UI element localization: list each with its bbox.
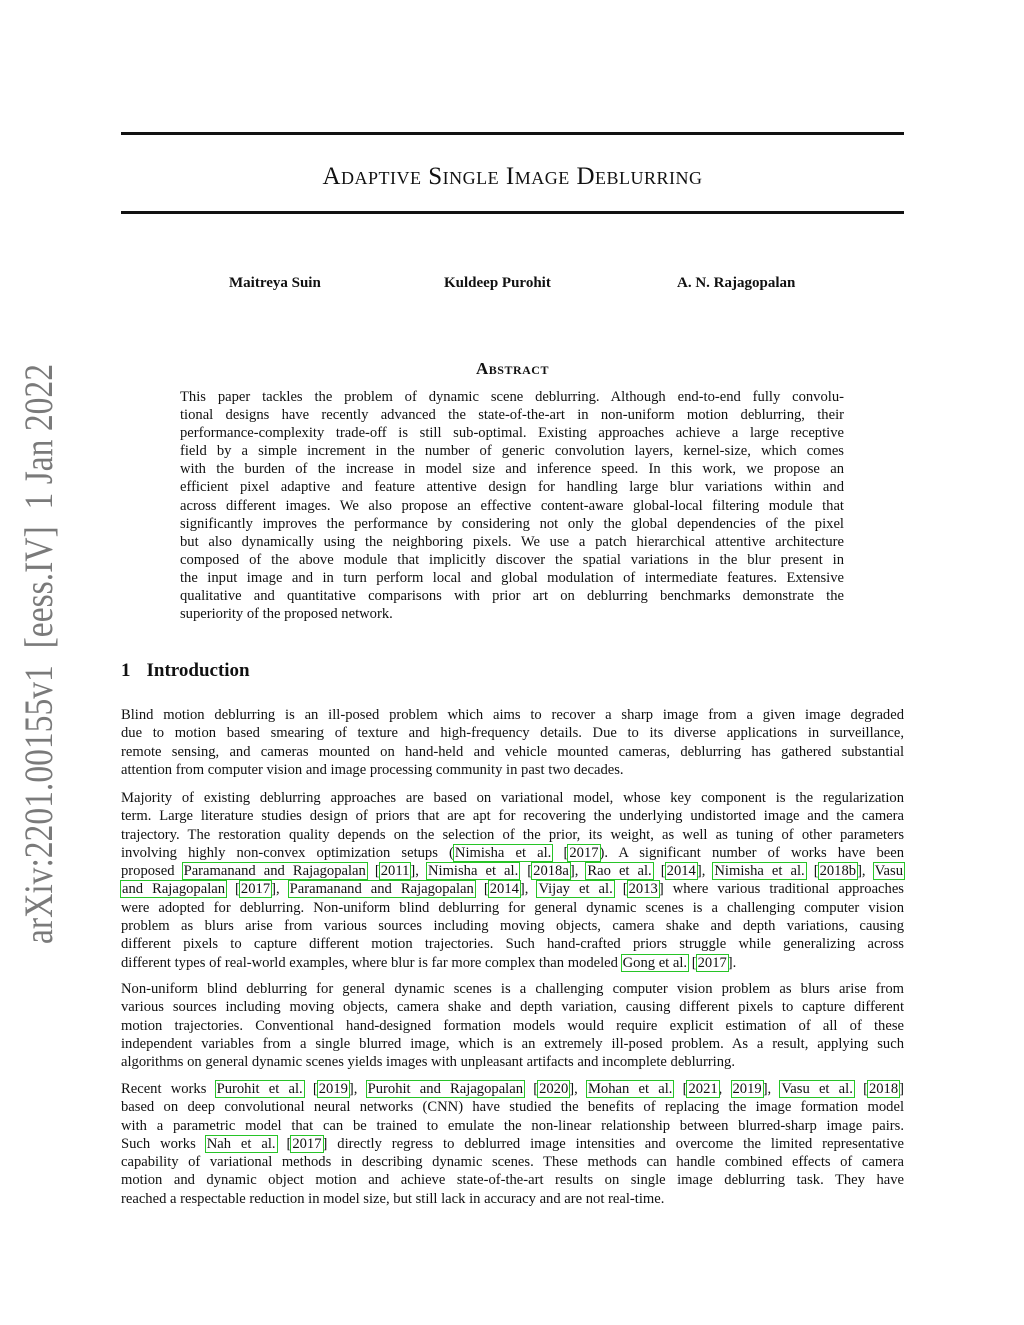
abstract-line: significantly improves the performance by considering not only the global dependencies of the pixel [180,515,844,532]
text-run: ). A significant number of works have been [599,844,904,861]
paragraph-line: problem as blurs arise from various sources including moving objects, camera shake and depth variations, causing [121,918,904,935]
citation-link[interactable]: Purohit et al. [216,1081,303,1097]
text-run: directly regress to deblurred image intensities and overcome the limited representative [337,1135,905,1152]
text-run: Such works [121,1135,196,1152]
citation-year-link[interactable]: 2017 [697,954,727,971]
citation-link[interactable]: Purohit and Rajagopalan [367,1081,523,1097]
citation-year-link[interactable]: 2017 [292,1135,322,1152]
paper-title: Adaptive Single Image Deblurring [322,163,703,190]
paragraph-line: proposed Paramanand and Rajagopalan [2011], Nimisha et al. [2018a], Rao et al. [2014], Nimisha et al. [2018b], Vasu [121,863,903,880]
citation-link[interactable]: Mohan et al. [587,1081,673,1097]
paragraph-line: capability of variational methods in describing dynamic scenes. These methods can handle combined effects of camera [121,1154,904,1171]
citation-year-link[interactable]: 2017 [569,844,599,861]
abstract-heading: Abstract [476,359,549,378]
citation-year-link[interactable]: 2020 [539,1081,569,1097]
intro-paragraph-1 [121,706,904,779]
citation-year-link[interactable]: 2018a [533,863,569,880]
citation-year-link[interactable]: 2014 [489,881,519,898]
citation-year-link[interactable]: 2011 [380,863,410,880]
paragraph-line: remote sensing, and cameras mounted on hand-held and vehicle mounted cameras, deblurring has gathered substantial [121,743,904,760]
citation-link[interactable]: Nimisha et al. [427,863,519,880]
citation-link[interactable]: Gong et al. [622,954,688,971]
citation-year-link[interactable]: 2018b [819,863,857,880]
citation-year-link[interactable]: 2014 [666,863,696,880]
intro-paragraph-3 [121,980,904,1071]
abstract-line: This paper tackles the problem of dynamic scene deblurring. Although end-to-end fully convolu- [180,389,844,405]
abstract-line: composed of the above module that implicitly discover the spatial variations in the blur present in [180,551,844,568]
author-1: Maitreya Suin [229,275,321,291]
citation-link[interactable]: Paramanand and Rajagopalan [289,881,474,898]
text-run: involving highly non-convex optimization setups ( [121,844,454,861]
citation-link[interactable]: Nah et al. [206,1135,276,1152]
paragraph-line: different pixels to capture different motion trajectories. Such hand-crafted priors struggle while generalizing across [121,936,904,953]
paragraph-line: based on deep convolutional neural networks (CNN) have studied the benefits of replacing the image formation model [121,1099,904,1116]
paragraph-line: due to motion based smearing of texture and high-frequency details. Due to its diverse applications in surveillance, [121,725,904,742]
author-2: Kuldeep Purohit [444,275,551,291]
abstract-line: but also dynamically using the neighboring pixels. We use a patch hierarchical attentive architecture [180,533,844,550]
text-run: where various traditional approaches [672,881,904,898]
text-run: Recent works [121,1081,207,1097]
title-rule-bottom [121,211,904,214]
paragraph-line: various sources including moving objects, camera shake and depth variation, causing different pixels to capture different [121,999,904,1016]
citation-year-link[interactable]: 2019 [318,1081,348,1097]
abstract-line: the input image and in turn perform local and global modulation of intermediate features. Extensive [180,569,844,586]
citation-year-link[interactable]: 2013 [628,881,658,898]
paragraph-line: motion and dynamic object motion and achieve state-of-the-art results on single image deblurring task. They have [121,1172,904,1189]
intro-paragraph-4 [121,1080,904,1208]
citation-year-link[interactable]: 2018 [868,1081,899,1097]
paragraph-line: different types of real-world examples, where blur is far more complex than modeled Gong et al. [2017]. [121,954,737,971]
paragraph-line: Blind motion deblurring is an ill-posed problem which aims to recover a sharp image from a given image degraded [121,707,904,723]
paragraph-line: algorithms on general dynamic scenes yields images with unpleasant artifacts and incomplete deblurring. [121,1054,735,1071]
arxiv-stamp [0,0,70,1325]
citation-link[interactable]: Vijay et al. [538,881,613,898]
paragraph-line: were adopted for deblurring. Non-uniform blind deblurring for general dynamic scenes is a challenging computer vision [121,899,904,916]
paragraph-line: Non-uniform blind deblurring for general dynamic scenes is a challenging computer vision problem as blurs arise from [121,981,904,997]
paragraph-line: trajectory. The restoration quality depends on the selection of the prior, its weight, as well as tuning of other parameters [121,826,904,843]
citation-link[interactable]: Paramanand and Rajagopalan [183,863,366,880]
paragraph-line: and Rajagopalan [2017], Paramanand and Rajagopalan [2014], Vijay et al. [2013] where various traditional approaches [122,881,904,898]
paragraph-line: Majority of existing deblurring approaches are based on variational model, whose key component is the regularization [121,790,904,806]
text-run: proposed [121,863,175,880]
paragraph-line: attention from computer vision and image processing community in past two decades. [121,761,624,778]
citation-link[interactable]: Vasu et al. [781,1081,853,1097]
section-number: 1 [121,660,131,681]
section-title: Introduction [146,660,250,681]
paragraph-line: with a parametric model that can be trained to emulate the non-linear relationship between blurred-sharp image pairs. [121,1117,904,1134]
citation-year-link[interactable]: 2021 [688,1081,718,1097]
section-heading-introduction [121,659,250,683]
citation-link[interactable]: Nimisha et al. [714,863,805,880]
text-run: different types of real-world examples, where blur is far more complex than modeled [121,954,618,971]
title-rule-top [121,132,904,135]
abstract-line: performance-complexity trade-off is still sub-optimal. Existing approaches achieve a large receptive [180,425,844,442]
abstract-line: tional designs have recently advanced the state-of-the-art in non-uniform motion deblurring, their [180,407,844,424]
citation-link[interactable]: Vasu [874,863,903,880]
paragraph-line: Recent works Purohit et al. [2019], Purohit and Rajagopalan [2020], Mohan et al. [2021, 2019], Vasu et al. [2018] [121,1081,904,1097]
abstract-line: qualitative and quantitative comparisons with prior art on deblurring benchmarks demonstrate the [180,588,844,605]
abstract-line: superiority of the proposed network. [180,606,393,623]
paragraph-line: reached a respectable reduction in model size, but still lack in accuracy and are not real-time. [121,1190,665,1207]
citation-link[interactable]: and Rajagopalan [122,881,226,898]
abstract-line: with the burden of the increase in model size and inference speed. In this work, we propose an [180,461,844,478]
paragraph-line: independent variables from a single blurred image, which is an extremely ill-posed problem. As a result, applying such [121,1035,904,1052]
abstract-line: efficient pixel adaptive and feature attentive design for handling large blur variations within and [180,479,844,496]
arxiv-id-text: arXiv:2201.00155v1 [eess.IV] 1 Jan 2022 [16,253,61,944]
citation-year-link[interactable]: 2017 [240,881,271,898]
citation-link[interactable]: Rao et al. [587,863,652,880]
citation-year-link[interactable]: 2019 [732,1081,762,1097]
intro-paragraph-2 [121,789,904,972]
abstract-body [180,388,844,623]
paragraph-line: term. Large literature studies design of priors that are apt for recovering the underlying undistorted image and the camera [121,808,904,825]
paragraph-line: motion trajectories. Conventional hand-designed formation models would require explicit estimation of all of these [121,1017,904,1034]
author-3: A. N. Rajagopalan [677,275,796,291]
abstract-line: across different images. We also propose an effective content-aware global-local filtering module that [180,497,844,514]
citation-link[interactable]: Nimisha et al. [454,844,552,861]
paragraph-line: involving highly non-convex optimization setups (Nimisha et al. [2017). A significant number of works have been [121,844,904,861]
paragraph-line: Such works Nah et al. [2017] directly regress to deblurred image intensities and overcome the limited representative [121,1135,905,1152]
abstract-line: field by a simple increment in the number of generic convolution layers, kernel-size, which comes [180,443,844,460]
arxiv-stamp-svg [0,0,70,1325]
